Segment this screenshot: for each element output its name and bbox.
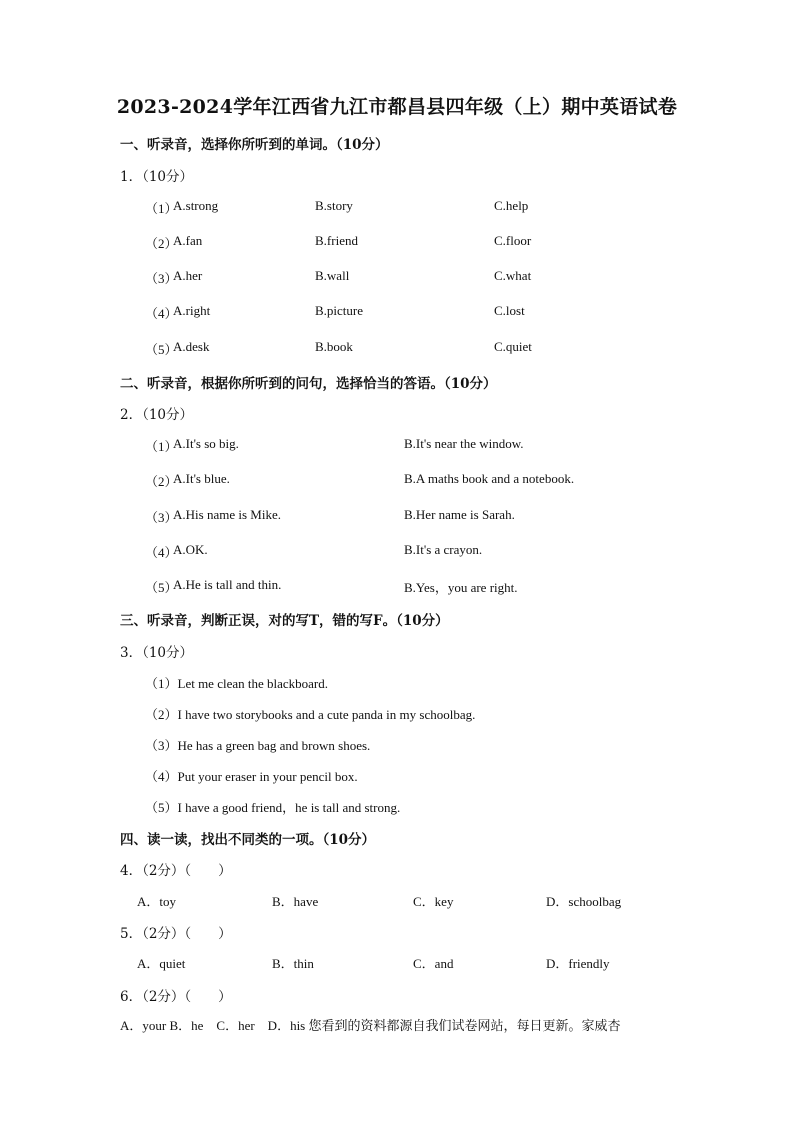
item-number: （3） (145, 271, 178, 286)
option-b: B.A maths book and a notebook. (404, 471, 575, 486)
option-c: C.lost (494, 303, 525, 318)
question-4-number: 4．（2分）（ ） (120, 863, 232, 879)
option-b: B.Yes，you are right. (404, 580, 518, 595)
q6-options-line: A．your B．he C．her D．his 您看到的资料都源自我们试卷网站，每日更新。家威杏 (120, 1018, 621, 1033)
option-a: A.her (173, 268, 203, 283)
item-number: （4） (145, 545, 178, 560)
option-a: A．quiet (137, 956, 186, 971)
option-b: B.friend (315, 233, 358, 248)
option-a: A.strong (173, 198, 219, 213)
option-b: B.It's near the window. (404, 436, 524, 451)
option-b: B.It's a crayon. (404, 542, 483, 557)
option-a: A.fan (173, 233, 203, 248)
item-number: （2） (145, 474, 178, 489)
question-1-number: 1．（10分） (120, 169, 194, 185)
option-b: B．thin (272, 956, 314, 971)
section-3-heading: 三、听录音，判断正误，对的写T，错的写F。（10分） (120, 613, 449, 629)
item-number: （1） (145, 439, 178, 454)
q3-statement: （4）Put your eraser in your pencil box. (145, 769, 358, 784)
question-3-number: 3．（10分） (120, 645, 194, 661)
option-d: D．friendly (546, 956, 610, 971)
option-b: B.story (315, 198, 353, 213)
section-4-heading: 四、读一读，找出不同类的一项。（10分） (120, 832, 376, 848)
option-b: B.book (315, 339, 353, 354)
option-a: A.desk (173, 339, 210, 354)
option-b: B．have (272, 894, 319, 909)
option-d: D．schoolbag (546, 894, 622, 909)
q3-statement: （2）I have two storybooks and a cute panda in my schoolbag. (145, 707, 476, 722)
option-a: A.It's so big. (173, 436, 239, 451)
item-number: （4） (145, 306, 178, 321)
option-c: C．and (413, 956, 454, 971)
option-a: A.It's blue. (173, 471, 230, 486)
question-2-number: 2．（10分） (120, 407, 194, 423)
option-c: C.quiet (494, 339, 532, 354)
section-1-heading: 一、听录音，选择你所听到的单词。（10分） (120, 137, 389, 153)
option-a: A.OK. (173, 542, 208, 557)
item-number: （1） (145, 201, 178, 216)
option-a: A.He is tall and thin. (173, 577, 282, 592)
item-number: （5） (145, 342, 178, 357)
option-a: A.His name is Mike. (173, 507, 281, 522)
question-6-number: 6．（2分）（ ） (120, 989, 232, 1005)
option-a: A．toy (137, 894, 177, 909)
item-number: （3） (145, 510, 178, 525)
item-number: （5） (145, 580, 178, 595)
option-c: C.what (494, 268, 532, 283)
q3-statement: （1）Let me clean the blackboard. (145, 676, 329, 691)
option-b: B.picture (315, 303, 364, 318)
option-a: A.right (173, 303, 211, 318)
exam-title: 2023-2024学年江西省九江市都昌县四年级（上）期中英语试卷 (116, 96, 678, 118)
q3-statement: （3）He has a green bag and brown shoes. (145, 738, 371, 753)
item-number: （2） (145, 236, 178, 251)
section-2-heading: 二、听录音，根据你所听到的问句，选择恰当的答语。（10分） (120, 376, 497, 392)
option-c: C.floor (494, 233, 532, 248)
option-c: C.help (494, 198, 529, 213)
option-b: B.Her name is Sarah. (404, 507, 515, 522)
option-b: B.wall (315, 268, 350, 283)
option-c: C．key (413, 894, 454, 909)
q3-statement: （5）I have a good friend，he is tall and strong. (145, 800, 401, 815)
question-5-number: 5．（2分）（ ） (120, 926, 232, 942)
